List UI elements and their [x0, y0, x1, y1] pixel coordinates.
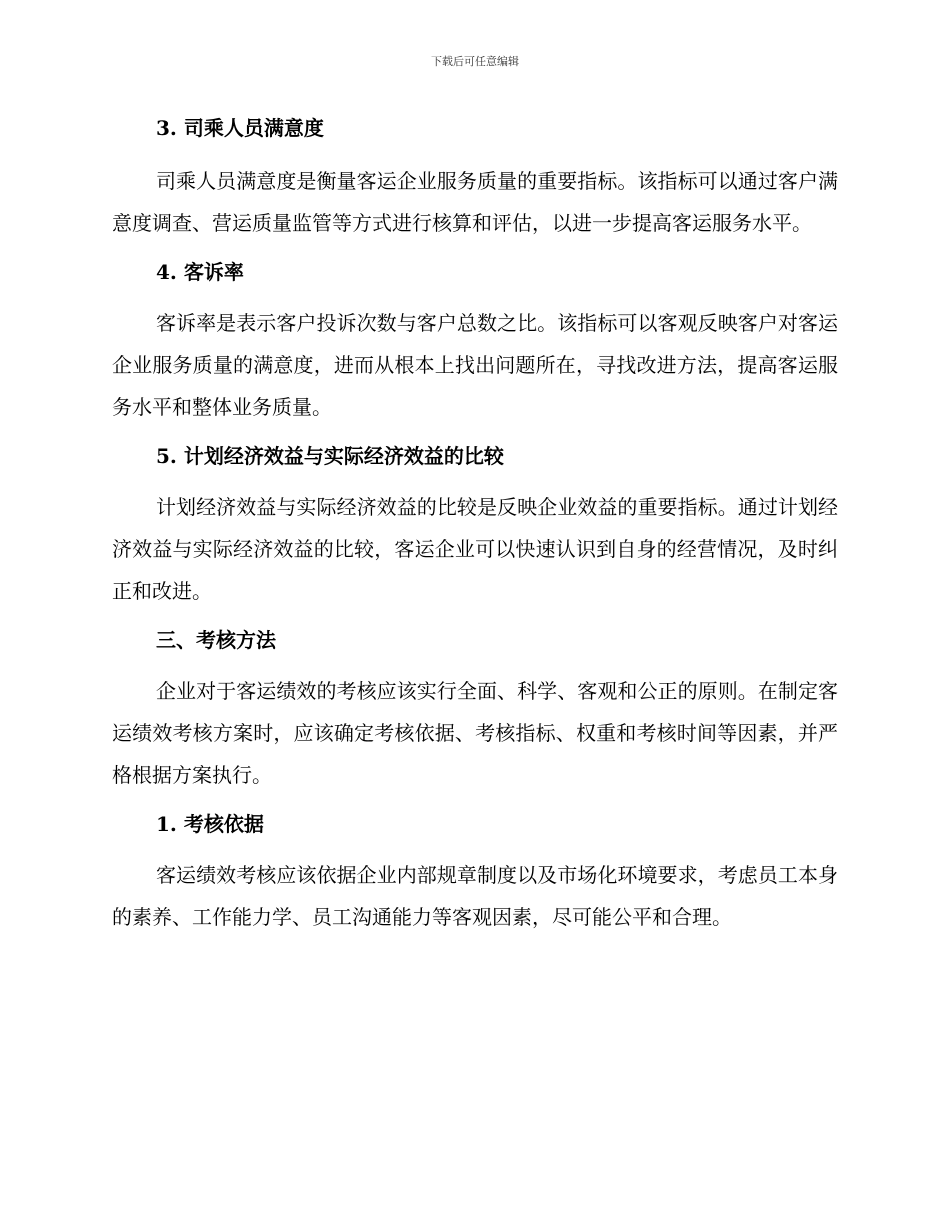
page-header: 下载后可任意编辑 [431, 55, 519, 68]
section-paragraph-assessment-method: 企业对于客运绩效的考核应该实行全面、科学、客观和公正的原则。在制定客运绩效考核方案时，应该确定考核依据、考核指标、权重和考核时间等因素，并严格根据方案执行。 [112, 679, 838, 787]
section-heading-complaint-rate: 4. 客诉率 [156, 260, 244, 284]
section-paragraph-complaint-rate: 客诉率是表示客户投诉次数与客户总数之比。该指标可以客观反映客户对客运企业服务质量的满意度，进而从根本上找出问题所在，寻找改进方法，提高客运服务水平和整体业务质量。 [112, 311, 838, 419]
document-body [112, 110, 838, 938]
section-paragraph-assessment-basis: 客运绩效考核应该依据企业内部规章制度以及市场化环境要求，考虑员工本身的素养、工作能力学、员工沟通能力等客观因素，尽可能公平和合理。 [112, 863, 838, 929]
section-heading-assessment-method: 三、考核方法 [156, 628, 276, 652]
section-heading-benefit-comparison: 5. 计划经济效益与实际经济效益的比较 [156, 444, 504, 468]
section-heading-assessment-basis: 1. 考核依据 [156, 812, 264, 836]
section-heading-satisfaction: 3. 司乘人员满意度 [156, 116, 324, 140]
section-paragraph-benefit-comparison: 计划经济效益与实际经济效益的比较是反映企业效益的重要指标。通过计划经济效益与实际经济效益的比较，客运企业可以快速认识到自身的经营情况，及时纠正和改进。 [112, 495, 838, 603]
section-paragraph-satisfaction: 司乘人员满意度是衡量客运企业服务质量的重要指标。该指标可以通过客户满意度调查、营运质量监管等方式进行核算和评估，以进一步提高客运服务水平。 [112, 169, 838, 235]
